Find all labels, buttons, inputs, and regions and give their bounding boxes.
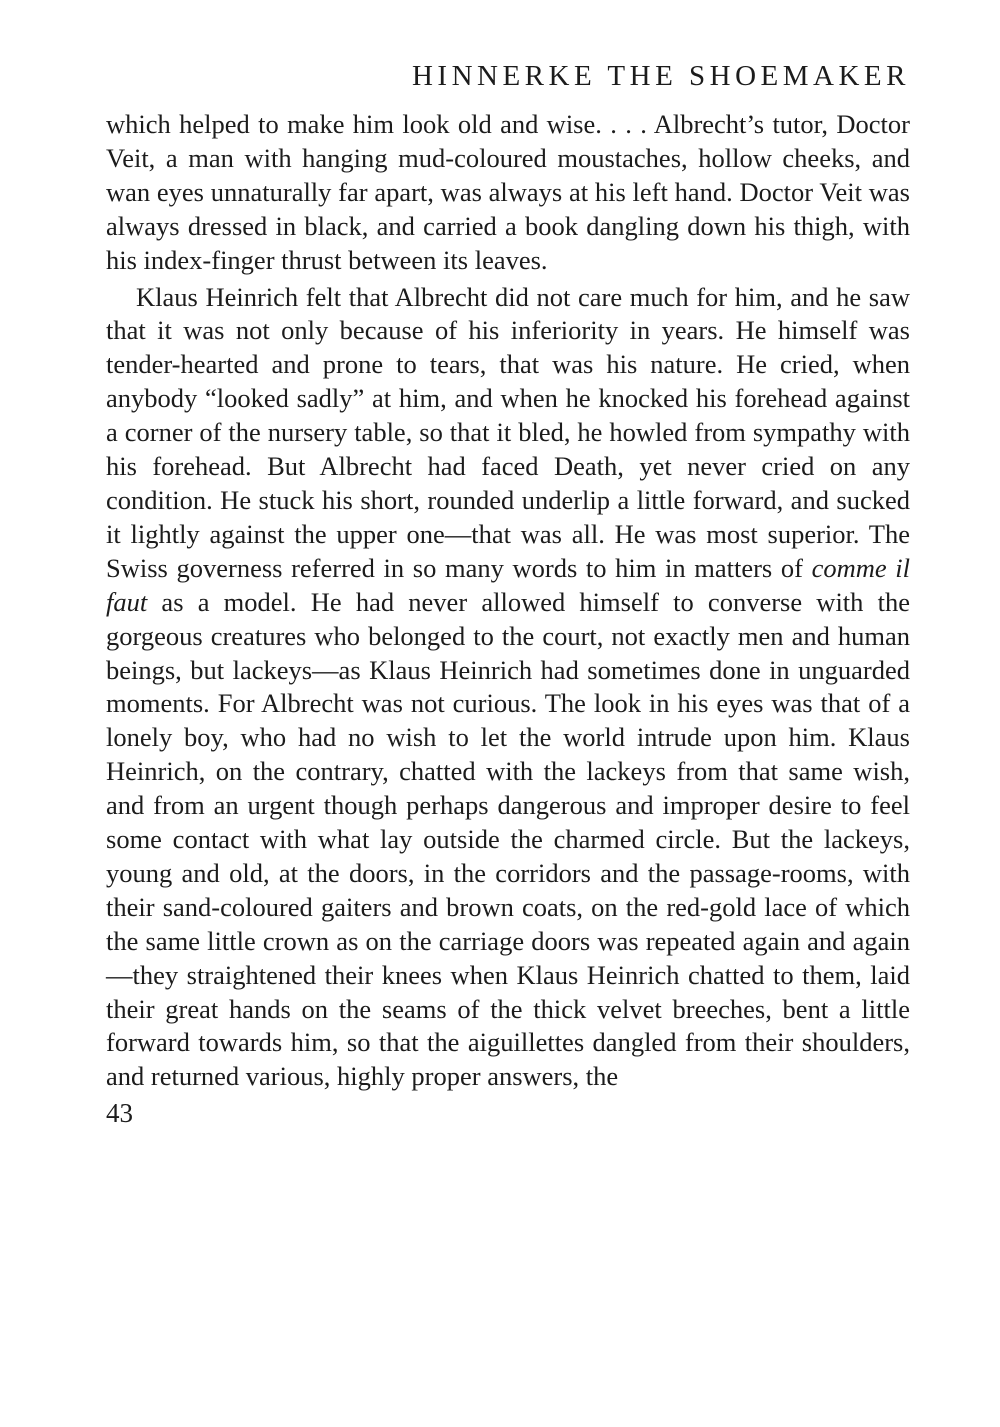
- paragraph-text-after-italic: as a model. He had never allowed himself to converse with the gorgeous creatures who belonged to the court, not exactly men and human beings, but lackeys—as Klaus Heinrich had sometimes done in unguarded moments. For Albrecht was not curious. The look in his eyes was that of a lonely boy, who had no wish to let the world intrude upon him. Klaus Heinrich, on the contrary, chatted with the lackeys from that same wish, and from an urgent though perhaps dangerous and improper desire to feel some contact with what lay outside the charmed circle. But the lackeys, young and old, at the doors, in the corridors and the passage-rooms, with their sand-coloured gaiters and brown coats, on the red-gold lace of which the same little crown as on the carriage doors was repeated again and again—they straightened their knees when Klaus Heinrich chatted to them, laid their great hands on the seams of the thick velvet breeches, bent a little forward towards him, so that the aiguillettes dangled from their shoulders, and returned various, highly proper answers, the: [106, 586, 910, 1092]
- paragraph-text: which helped to make him look old and wise. . . . Albrecht’s tutor, Doctor Veit, a man with hanging mud-coloured moustaches, hollow cheeks, and wan eyes unnaturally far apart, was always at his left hand. Doctor Veit was always dressed in black, and carried a book dangling down his thigh, with his index-finger thrust between its leaves.: [106, 109, 910, 275]
- paragraph-klaus-heinrich: [106, 281, 910, 1095]
- paragraph-text-before-italic: Klaus Heinrich felt that Albrecht did not care much for him, and he saw that it was not only because of his inferiority in years. He himself was tender-hearted and prone to tears, that was his nature. He cried, when anybody “looked sadly” at him, and when he knocked his forehead against a corner of the nursery table, so that it bled, he howled from sympathy with his forehead. But Albrecht had faced Death, yet never cried on any condition. He stuck his short, rounded underlip a little forward, and sucked it lightly against the upper one—that was all. He was most superior. The Swiss governess referred in so many words to him in matters of: [106, 281, 910, 583]
- paragraph-continued: [106, 108, 910, 278]
- italic-phrase: comme il faut: [106, 552, 910, 617]
- page-number: 43: [106, 1098, 133, 1129]
- running-head: HINNERKE THE SHOEMAKER: [411, 60, 910, 92]
- book-page: [106, 58, 910, 1130]
